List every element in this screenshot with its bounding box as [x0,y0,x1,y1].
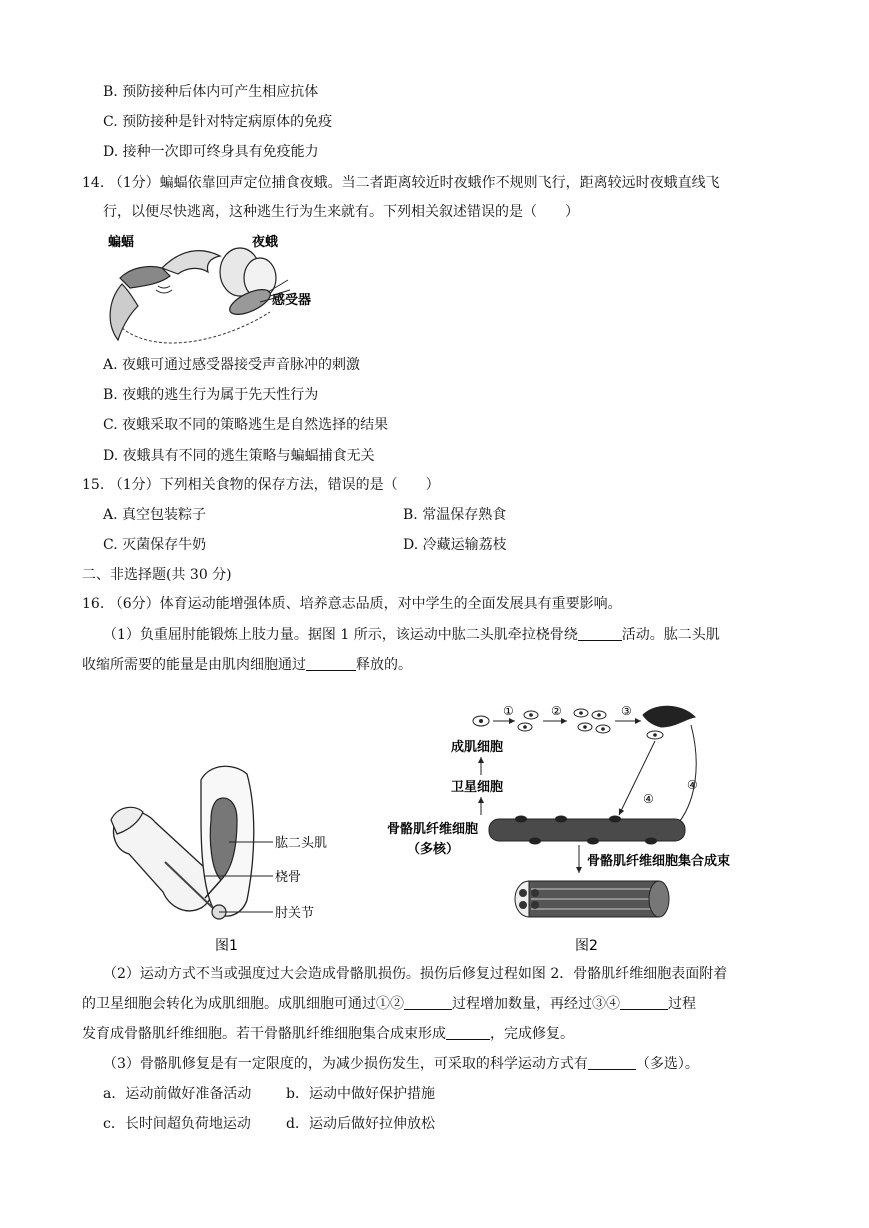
q16-p2-text-e: 发育成骨骼肌纤维细胞。若干骨骼肌纤维细胞集合成束形成 [82,1026,446,1042]
fiber-bundle-icon [515,881,669,917]
fig1-caption: 图1 [215,938,238,954]
q13-option-b: B. 预防接种后体内可产生相应抗体 [103,84,319,100]
q13-option-d: D. 接种一次即可终身具有免疫能力 [103,144,319,160]
satellite-label: 卫星细胞 [451,780,504,795]
fiber-label: 骨骼肌纤维细胞 [387,822,479,837]
q16-p1-text-d: 释放的。 [356,657,412,673]
q16-p2-text-d: 过程 [668,996,696,1012]
bat-body-icon [120,266,170,288]
elbow-label: 肘关节 [275,906,315,921]
q15-option-c: C. 灭菌保存牛奶 [103,537,207,553]
fused-cell-icon [643,706,695,727]
q14-stem-line2: 行，以便尽快逃离，这种逃生行为生来就有。下列相关叙述错误的是（ ） [103,204,579,220]
q14-option-c: C. 夜蛾采取不同的策略逃生是自然选择的结果 [103,417,389,433]
q16-p3-text-b: （多选）。 [635,1056,699,1072]
q16-blank-2[interactable] [306,656,356,671]
q16-p2-text-b: 的卫星细胞会转化为成肌细胞。成肌细胞可通过①② [82,996,404,1012]
q15-option-a: A. 真空包装粽子 [103,507,207,523]
bat-moth-figure [100,228,315,350]
q16-p2-line1: （2）运动方式不当或强度过大会造成骨骼肌损伤。损伤后修复过程如图 2．骨骼肌纤维细胞表面附着 [103,966,728,982]
step-4a-label: ④ [643,792,654,806]
q16-option-b: b．运动中做好保护措施 [286,1086,435,1102]
biceps-label: 肱二头肌 [275,836,328,851]
step-2-label: ② [551,704,562,718]
q16-p2-text-f: ，完成修复。 [490,1026,574,1042]
q16-p2-line3 [82,1024,574,1044]
q16-p1-text-b: 活动。肱二头肌 [621,627,720,643]
step-4b-label: ④ [687,778,698,792]
q16-blank-1[interactable] [578,626,622,641]
q13-option-c: C. 预防接种是针对特定病原体的免疫 [103,114,333,130]
q14-stem-line1: 14. （1分）蝙蝠依靠回声定位捕食夜蛾。当二者距离较近时夜蛾作不规则飞行，距离较远时夜蛾直线飞 [82,175,720,191]
q16-p1-text-a: （1）负重屈肘能锻炼上肢力量。据图 1 所示，该运动中肱二头肌牵拉桡骨绕 [103,627,578,643]
q14-option-d: D. 夜蛾具有不同的逃生策略与蝙蝠捕食无关 [103,448,375,464]
fig2-caption: 图2 [575,938,598,954]
q16-option-a: a．运动前做好准备活动 [103,1086,252,1102]
myoblast-label: 成肌细胞 [451,740,504,755]
q14-option-a: A. 夜蛾可通过感受器接受声音脉冲的刺激 [103,357,361,373]
q16-option-d: d．运动后做好拉伸放松 [286,1116,435,1132]
muscle-fiber-icon [489,819,685,841]
q15-option-b: B. 常温保存熟食 [403,507,507,523]
q16-option-c: c．长时间超负荷地运动 [103,1116,251,1132]
muscle-repair-figure [385,693,735,955]
q16-p2-line2 [82,994,696,1014]
q16-blank-4[interactable] [620,995,668,1010]
q16-p3-text-a: （3）骨骼肌修复是有一定限度的，为减少损伤发生，可采取的科学运动方式有 [103,1056,588,1072]
q16-p2-text-c: 过程增加数量，再经过③④ [452,996,620,1012]
moth-label: 夜蛾 [252,235,279,250]
arm-figure [105,750,345,955]
q16-p1-text-c: 收缩所需要的能量是由肌肉细胞通过 [82,657,306,673]
q16-p1-line1 [103,625,720,645]
q14-option-b: B. 夜蛾的逃生行为属于先天性行为 [103,387,319,403]
q16-p3-line [103,1054,699,1074]
bat-label: 蝙蝠 [108,235,135,250]
step-3-label: ③ [621,704,632,718]
section-heading: 二、非选择题(共 30 分) [82,567,232,583]
q16-blank-6[interactable] [588,1055,636,1070]
radius-label: 桡骨 [275,870,302,885]
bat-wing-icon [162,251,220,274]
q16-blank-5[interactable] [446,1025,490,1040]
q15-option-d: D. 冷藏运输荔枝 [403,537,507,553]
bundle-label: 骨骼肌纤维细胞集合成束 [587,854,731,869]
step-1-label: ① [503,704,514,718]
q16-p1-line2 [82,655,412,675]
q16-stem: 16. （6分）体育运动能增强体质、培养意志品质，对中学生的全面发展具有重要影响。 [82,596,622,612]
receptor-label: 感受器 [272,293,312,308]
multinuclear-label: （多核） [407,842,460,857]
q16-blank-3[interactable] [404,995,452,1010]
q15-stem: 15. （1分）下列相关食物的保存方法，错误的是（ ） [82,477,440,493]
